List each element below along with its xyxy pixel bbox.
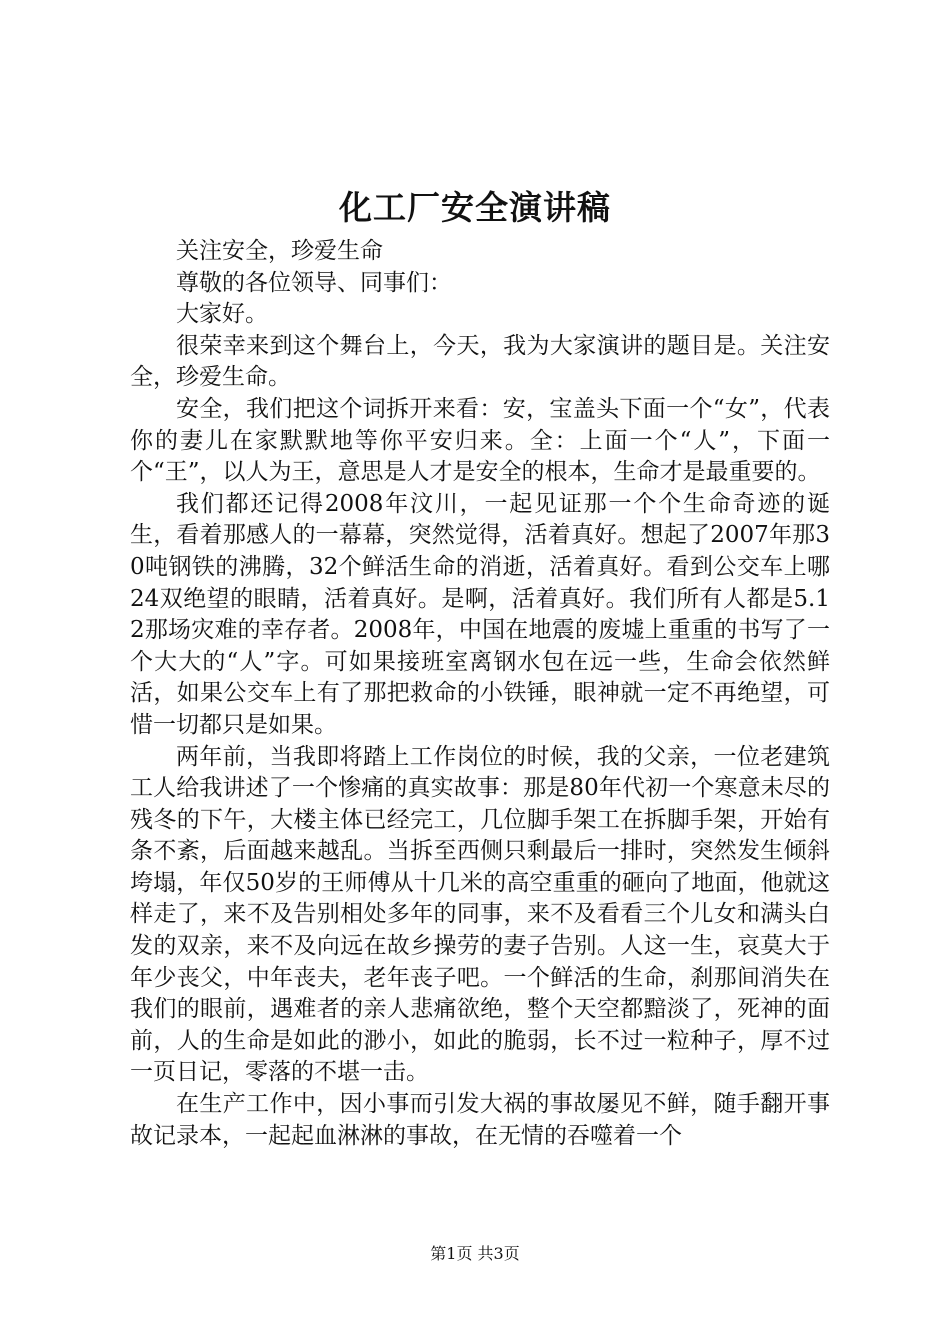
paragraph-safety-meaning: 安全，我们把这个词拆开来看：安，宝盖头下面一个“女”，代表你的妻儿在家默默地等你平安归来。全：上面一个“人”，下面一个“王”，以人为王，意思是人才是安全的根本，生命才是最重要的。 — [130, 395, 830, 486]
document-title: 化工厂安全演讲稿 — [339, 188, 611, 227]
paragraph-wenchuan: 我们都还记得2008年汶川，一起见证那一个个生命奇迹的诞生，看着那感人的一幕幕，突然觉得，活着真好。想起了2007年那30吨钢铁的沸腾，32个鲜活生命的消逝，活着真好。看到公交车上哪24双绝望的眼睛，活着真好。是啊，活着真好。我们所有人都是5.12那场灾难的幸存者。2008年，中国在地震的废墟上重重的书写了一个大大的“人”字。可如果接班室离钢水包在远一些，生命会依然鲜活，如果公交车上有了那把救命的小铁锤，眼神就一定不再绝望，可惜一切都只是如果。 — [130, 490, 830, 738]
document-body — [130, 236, 830, 1152]
paragraph-greeting: 大家好。 — [176, 301, 268, 328]
paragraph-subtitle: 关注安全，珍爱生命 — [176, 238, 383, 264]
paragraph-father-story: 两年前，当我即将踏上工作岗位的时候，我的父亲，一位老建筑工人给我讲述了一个惨痛的真实故事：那是80年代初一个寒意未尽的残冬的下午，大楼主体已经完工，几位脚手架工在拆脚手架，开始有条不紊，后面越来越乱。当拆至西侧只剩最后一排时，突然发生倾斜垮塌，年仅50岁的王师傅从十几米的高空重重的砸向了地面，他就这样走了，来不及告别相处多年的同事，来不及看看三个儿女和满头白发的双亲，来不及向远在故乡操劳的妻子告别。人这一生，哀莫大于年少丧父，中年丧夫，老年丧子吧。一个鲜活的生命，刹那间消失在我们的眼前，遇难者的亲人悲痛欲绝，整个天空都黯淡了，死神的面前，人的生命是如此的渺小，如此的脆弱，长不过一粒种子，厚不过一页日记，零落的不堪一击。 — [130, 743, 830, 1086]
page-number-footer: 第1页 共3页 — [430, 1244, 520, 1263]
paragraph-accident-records: 在生产工作中，因小事而引发大祸的事故屡见不鲜，随手翻开事故记录本，一起起血淋淋的事故，在无情的吞噬着一个 — [130, 1091, 830, 1149]
paragraph-intro: 很荣幸来到这个舞台上，今天，我为大家演讲的题目是。关注安全，珍爱生命。 — [130, 332, 830, 391]
paragraph-salutation: 尊敬的各位领导、同事们： — [176, 269, 452, 296]
